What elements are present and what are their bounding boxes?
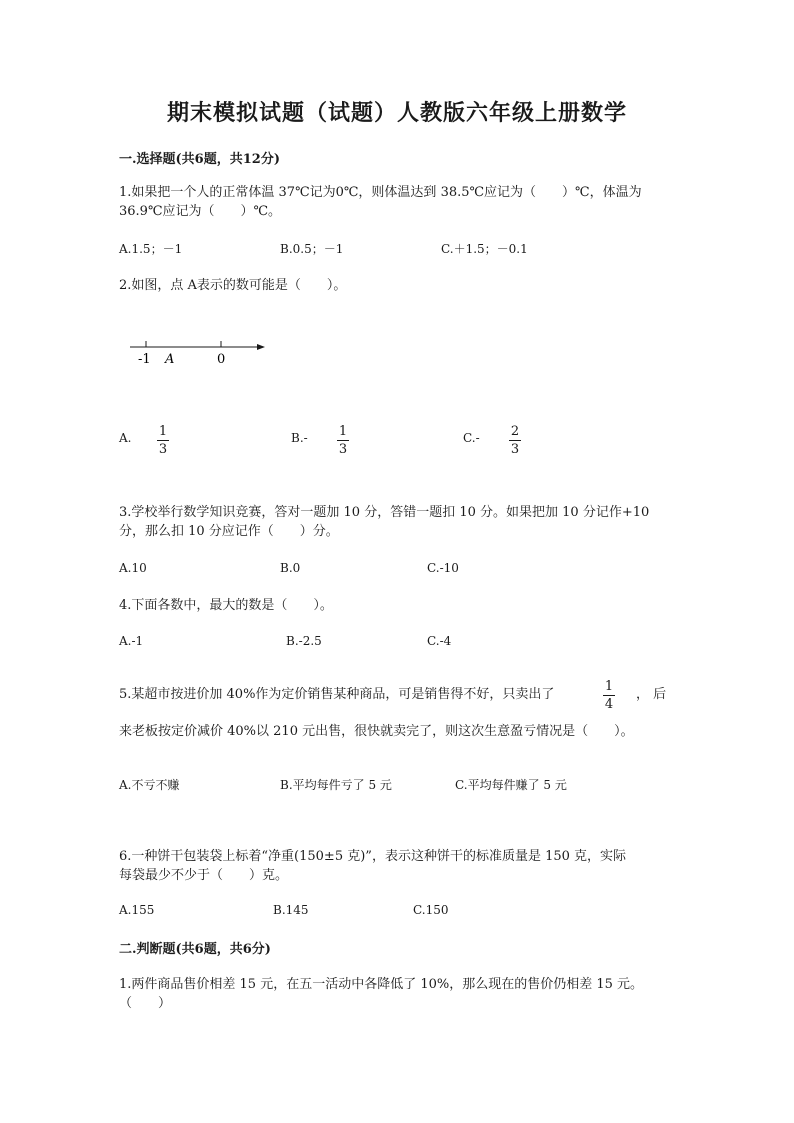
q1-option-b: B.0.5；－1	[280, 242, 344, 256]
q5-text-line1: 5.某超市按进价加 40%作为定价销售某种商品，可是销售得不好，只卖出了	[119, 687, 555, 702]
q6-option-c: C.150	[413, 903, 449, 917]
number-line-figure	[125, 335, 270, 369]
q2-option-c-prefix: C.-	[463, 431, 480, 445]
fraction-denominator: 4	[604, 697, 614, 712]
q2-option-a-prefix: A.	[119, 431, 132, 445]
q5-text-line1-end: ， 后	[636, 687, 667, 702]
s2-q1-text-line1: 1.两件商品售价相差 15 元，在五一活动中各降低了 10%，那么现在的售价仍相差 15 元。	[119, 977, 644, 992]
q6-option-a: A.155	[119, 903, 155, 917]
q2-option-b-prefix: B.-	[291, 431, 308, 445]
q6-text-line1: 6.一种饼干包装袋上标着“净重(150±5 克)”，表示这种饼干的标准质量是 150 克，实际	[119, 849, 627, 864]
q5-text-line2: 来老板按定价减价 40%以 210 元出售，很快就卖完了，则这次生意盈亏情况是（ ）。	[119, 724, 634, 739]
page-title: 期末模拟试题（试题）人教版六年级上册数学	[166, 100, 627, 126]
q2-text: 2.如图，点 A表示的数可能是（ ）。	[119, 278, 347, 293]
section-heading-judgement: 二.判断题(共6题，共6分)	[119, 942, 271, 957]
q4-text: 4.下面各数中，最大的数是（ ）。	[119, 598, 333, 613]
q2-option-c-fraction	[509, 424, 521, 457]
label-zero: 0	[217, 352, 226, 367]
s2-q1-text-line2: （ ）	[119, 996, 172, 1011]
fraction-denominator: 3	[338, 442, 348, 457]
q4-option-c: C.-4	[427, 634, 452, 648]
fraction-numerator: 1	[338, 424, 348, 439]
q6-option-b: B.145	[273, 903, 309, 917]
fraction-numerator: 1	[604, 679, 614, 694]
q6-text-line2: 每袋最少不少于（ ）克。	[119, 868, 289, 883]
q3-option-b: B.0	[280, 561, 301, 575]
q3-option-c: C.-10	[427, 561, 459, 575]
fraction-numerator: 1	[158, 424, 168, 439]
q2-option-b-fraction	[337, 424, 349, 457]
section-heading-choice: 一.选择题(共6题，共12分)	[119, 152, 280, 167]
q1-text-line1: 1.如果把一个人的正常体温 37℃记为0℃，则体温达到 38.5℃应记为（ ）℃，体温为	[119, 185, 642, 200]
q3-option-a: A.10	[119, 561, 147, 575]
fraction-numerator: 2	[510, 424, 520, 439]
q5-option-c: C.平均每件赚了 5 元	[455, 778, 567, 792]
q1-option-a: A.1.5；－1	[119, 242, 183, 256]
q4-option-b: B.-2.5	[286, 634, 322, 648]
q1-option-c: C.＋1.5；－0.1	[441, 242, 528, 256]
q5-fraction	[603, 679, 615, 712]
label-minus-one: -1	[138, 352, 151, 367]
fraction-denominator: 3	[510, 442, 520, 457]
q1-text-line2: 36.9℃应记为（ ）℃。	[119, 204, 282, 219]
label-point-a: A	[165, 352, 175, 367]
q3-text-line2: 分，那么扣 10 分应记作（ ）分。	[119, 524, 339, 539]
q5-option-a: A.不亏不赚	[119, 778, 180, 792]
q5-option-b: B.平均每件亏了 5 元	[280, 778, 392, 792]
q4-option-a: A.-1	[119, 634, 144, 648]
fraction-denominator: 3	[158, 442, 168, 457]
q3-text-line1: 3.学校举行数学知识竞赛，答对一题加 10 分，答错一题扣 10 分。如果把加 10 分记作+10	[119, 505, 650, 520]
q2-option-a-fraction	[157, 424, 169, 457]
